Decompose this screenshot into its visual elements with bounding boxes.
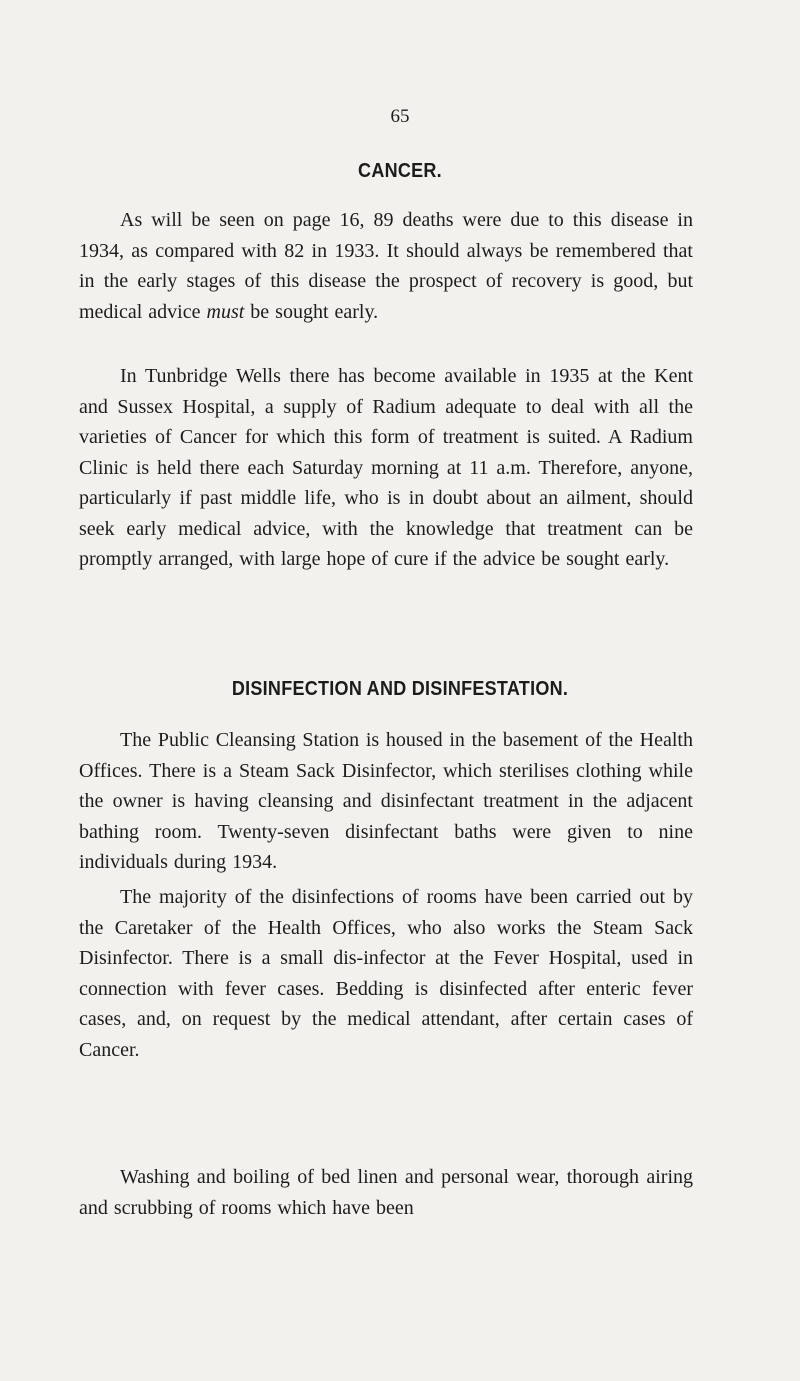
page-number: 65 bbox=[390, 106, 410, 127]
cancer-paragraph-2: In Tunbridge Wells there has become available in 1935 at the Kent and Sussex Hospital, a supply of Radium adequate to deal with all the varieties of Cancer for which this form of treatment is suited. A Radium Clinic is held there each Saturday morning at 11 a.m. Therefore, anyone, particularly if past middle life, who is in doubt about an ailment, should seek early medical advice, with the knowledge that treatment can be promptly arranged, with large hope of cure if the advice be sought early. bbox=[79, 365, 693, 570]
cancer-paragraph-1 bbox=[79, 205, 693, 327]
cancer-paragraph-1-text-b: be sought early. bbox=[244, 300, 379, 323]
section-heading-disinfection: DISINFECTION AND DISINFESTATION. bbox=[231, 678, 569, 700]
emphasis-must: must bbox=[206, 300, 245, 323]
disinfection-paragraph-2: The majority of the disinfections of rooms have been carried out by the Caretaker of the Health Offices, who also works the Steam Sack Disinfector. There is a small dis-infector at the Fever Hospital, used in connection with fever cases. Bedding is disinfected after enteric fever cases, and, on request by the medical attendant, after certain cases of Cancer. bbox=[79, 886, 693, 1061]
disinfection-paragraph-1: The Public Cleansing Station is housed in the basement of the Health Offices. There is a Steam Sack Disinfector, which sterilises clothing while the owner is having cleansing and disinfectant treatment in the adjacent bathing room. Twenty-seven disinfectant baths were given to nine individuals during 1934. bbox=[79, 729, 693, 873]
cancer-paragraph-1-text-a: As will be seen on page 16, 89 deaths were due to this disease in 1934, as compared with 82 in 1933. It should always be remembered that in the early stages of this disease the prospect of recovery is good, but medical advice bbox=[79, 209, 693, 323]
disinfection-paragraph-3: Washing and boiling of bed linen and personal wear, thorough airing and scrubbing of rooms which have been bbox=[79, 1166, 693, 1219]
section-heading-cancer: CANCER. bbox=[358, 160, 442, 182]
